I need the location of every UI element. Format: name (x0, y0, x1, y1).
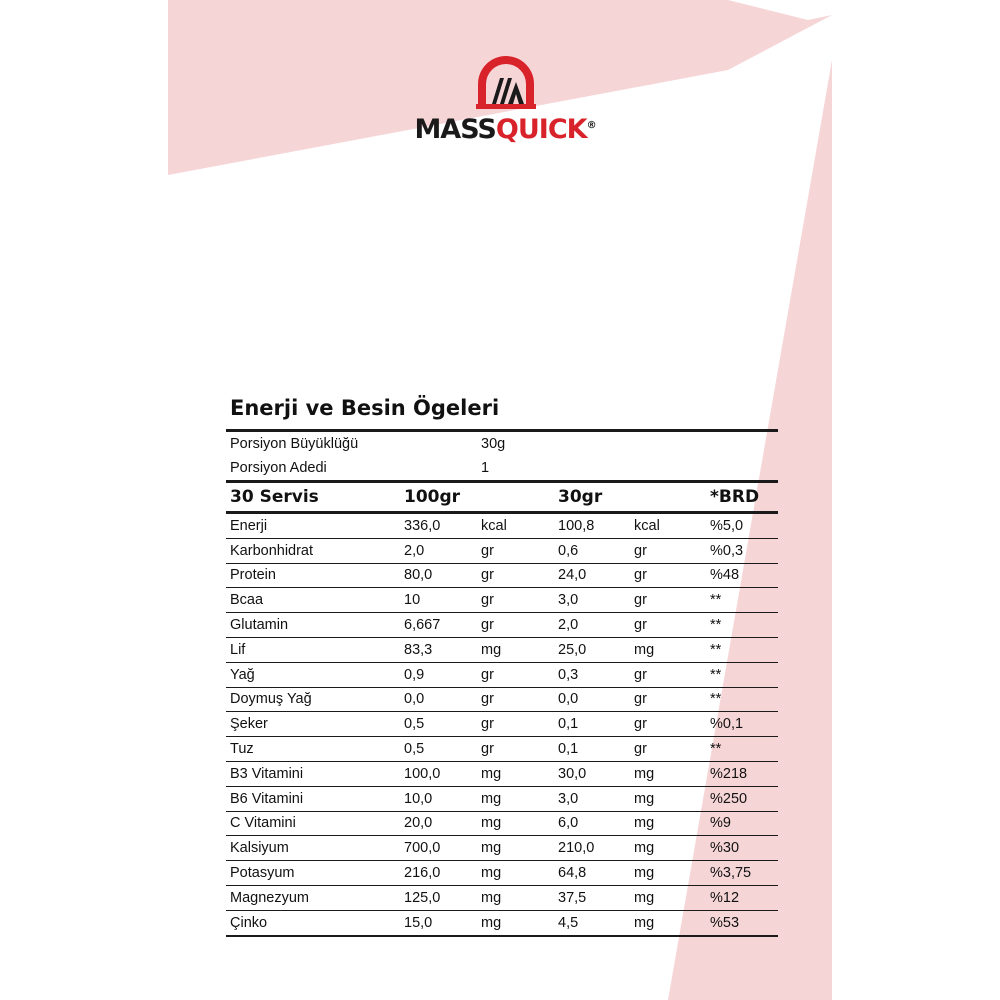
table-row (226, 787, 778, 812)
portion-count-value: 1 (481, 460, 490, 476)
brd-percent: %30 (710, 840, 740, 857)
brd-percent: ** (710, 641, 722, 658)
table-row (226, 663, 778, 688)
unit-100g: mg (481, 641, 502, 658)
unit-30g: gr (634, 592, 647, 609)
brd-percent: %12 (710, 889, 740, 906)
brand-logo-icon (470, 52, 542, 112)
table-row (226, 514, 778, 539)
table-row (226, 638, 778, 663)
value-100g: 125,0 (404, 889, 441, 906)
unit-100g: gr (481, 666, 494, 683)
table-row (226, 564, 778, 589)
value-100g: 80,0 (404, 567, 433, 584)
brd-percent: ** (710, 741, 722, 758)
unit-30g: gr (634, 617, 647, 634)
brd-percent: %250 (710, 790, 748, 807)
unit-100g: mg (481, 815, 502, 832)
unit-100g: gr (481, 567, 494, 584)
unit-30g: mg (634, 889, 655, 906)
brd-percent: %48 (710, 567, 740, 584)
portion-count-label: Porsiyon Adedi (230, 460, 327, 476)
brd-percent: %9 (710, 815, 731, 832)
nutrition-title: Enerji ve Besin Ögeleri (230, 396, 500, 420)
nutrient-name: Enerji (230, 517, 268, 534)
value-100g: 0,9 (404, 666, 425, 683)
brd-percent: %0,3 (710, 542, 744, 559)
brd-percent: %53 (710, 914, 740, 931)
value-100g: 10,0 (404, 790, 433, 807)
value-100g: 700,0 (404, 840, 441, 857)
unit-30g: mg (634, 790, 655, 807)
nutrient-name: C Vitamini (230, 815, 296, 832)
unit-100g: mg (481, 840, 502, 857)
unit-30g: gr (634, 666, 647, 683)
unit-100g: gr (481, 716, 494, 733)
unit-100g: mg (481, 889, 502, 906)
table-row (226, 737, 778, 762)
nutrient-name: Çinko (230, 914, 268, 931)
nutrient-rows (226, 514, 778, 937)
nutrient-name: Potasyum (230, 865, 295, 882)
header-brd: *BRD (710, 487, 760, 507)
value-100g: 2,0 (404, 542, 425, 559)
brand-logo (390, 52, 620, 152)
value-100g: 20,0 (404, 815, 433, 832)
value-30g: 0,6 (558, 542, 579, 559)
nutrient-name: Glutamin (230, 617, 289, 634)
value-30g: 25,0 (558, 641, 587, 658)
unit-100g: gr (481, 542, 494, 559)
portion-size-value: 30g (481, 436, 506, 452)
unit-100g: gr (481, 617, 494, 634)
brd-percent: %0,1 (710, 716, 744, 733)
nutrient-name: Bcaa (230, 592, 264, 609)
unit-100g: mg (481, 914, 502, 931)
value-30g: 64,8 (558, 865, 587, 882)
value-30g: 30,0 (558, 765, 587, 782)
brd-percent: ** (710, 617, 722, 634)
unit-30g: mg (634, 914, 655, 931)
brd-percent: ** (710, 592, 722, 609)
nutrient-name: Karbonhidrat (230, 542, 314, 559)
unit-30g: gr (634, 542, 647, 559)
brd-percent: ** (710, 666, 722, 683)
table-row (226, 712, 778, 737)
value-30g: 3,0 (558, 592, 579, 609)
value-100g: 15,0 (404, 914, 433, 931)
brand-name-quick: QUICK (495, 114, 587, 145)
value-30g: 4,5 (558, 914, 579, 931)
nutrient-name: Doymuş Yağ (230, 691, 312, 708)
table-row (226, 911, 778, 937)
table-row (226, 588, 778, 613)
value-100g: 83,3 (404, 641, 433, 658)
value-100g: 0,0 (404, 691, 425, 708)
unit-30g: mg (634, 765, 655, 782)
portion-size-label: Porsiyon Büyüklüğü (230, 436, 359, 452)
value-100g: 6,667 (404, 617, 441, 634)
unit-30g: gr (634, 567, 647, 584)
value-30g: 37,5 (558, 889, 587, 906)
table-row (226, 861, 778, 886)
header-30gr: 30gr (558, 487, 603, 507)
brd-percent: %5,0 (710, 517, 744, 534)
value-30g: 6,0 (558, 815, 579, 832)
nutrient-name: Protein (230, 567, 276, 584)
unit-30g: gr (634, 716, 647, 733)
unit-100g: kcal (481, 517, 507, 534)
brd-percent: %3,75 (710, 865, 752, 882)
unit-30g: gr (634, 741, 647, 758)
value-30g: 100,8 (558, 517, 595, 534)
nutrient-name: Yağ (230, 666, 255, 683)
table-row (226, 886, 778, 911)
brand-wordmark (390, 114, 620, 145)
brand-name-mass: MASS (414, 114, 496, 145)
registered-mark: ® (586, 120, 596, 131)
value-30g: 0,0 (558, 691, 579, 708)
table-row (226, 539, 778, 564)
unit-30g: mg (634, 865, 655, 882)
unit-100g: mg (481, 790, 502, 807)
value-100g: 216,0 (404, 865, 441, 882)
unit-30g: mg (634, 815, 655, 832)
nutrient-name: Şeker (230, 716, 268, 733)
table-row (226, 836, 778, 861)
unit-100g: mg (481, 865, 502, 882)
unit-30g: mg (634, 641, 655, 658)
nutrient-name: B6 Vitamini (230, 790, 304, 807)
value-100g: 100,0 (404, 765, 441, 782)
table-row (226, 613, 778, 638)
unit-100g: gr (481, 592, 494, 609)
nutrient-name: Magnezyum (230, 889, 309, 906)
nutrition-facts (226, 396, 778, 937)
value-30g: 2,0 (558, 617, 579, 634)
value-30g: 210,0 (558, 840, 595, 857)
white-corner-shape (728, 0, 832, 20)
brd-percent: %218 (710, 765, 748, 782)
nutrient-name: Lif (230, 641, 246, 658)
value-30g: 0,3 (558, 666, 579, 683)
table-row (226, 812, 778, 837)
unit-30g: mg (634, 840, 655, 857)
brd-percent: ** (710, 691, 722, 708)
nutrient-name: Kalsiyum (230, 840, 289, 857)
portion-count-row (226, 456, 778, 480)
table-row (226, 688, 778, 713)
table-header (226, 483, 778, 511)
header-servings: 30 Servis (230, 487, 319, 507)
value-30g: 0,1 (558, 716, 579, 733)
nutrient-name: B3 Vitamini (230, 765, 304, 782)
value-30g: 3,0 (558, 790, 579, 807)
unit-100g: mg (481, 765, 502, 782)
portion-size-row (226, 432, 778, 456)
unit-100g: gr (481, 691, 494, 708)
unit-30g: kcal (634, 517, 660, 534)
value-100g: 0,5 (404, 716, 425, 733)
value-100g: 0,5 (404, 741, 425, 758)
value-100g: 10 (404, 592, 421, 609)
value-100g: 336,0 (404, 517, 441, 534)
value-30g: 0,1 (558, 741, 579, 758)
unit-30g: gr (634, 691, 647, 708)
table-row (226, 762, 778, 787)
value-30g: 24,0 (558, 567, 587, 584)
nutrient-name: Tuz (230, 741, 254, 758)
header-100gr: 100gr (404, 487, 461, 507)
unit-100g: gr (481, 741, 494, 758)
